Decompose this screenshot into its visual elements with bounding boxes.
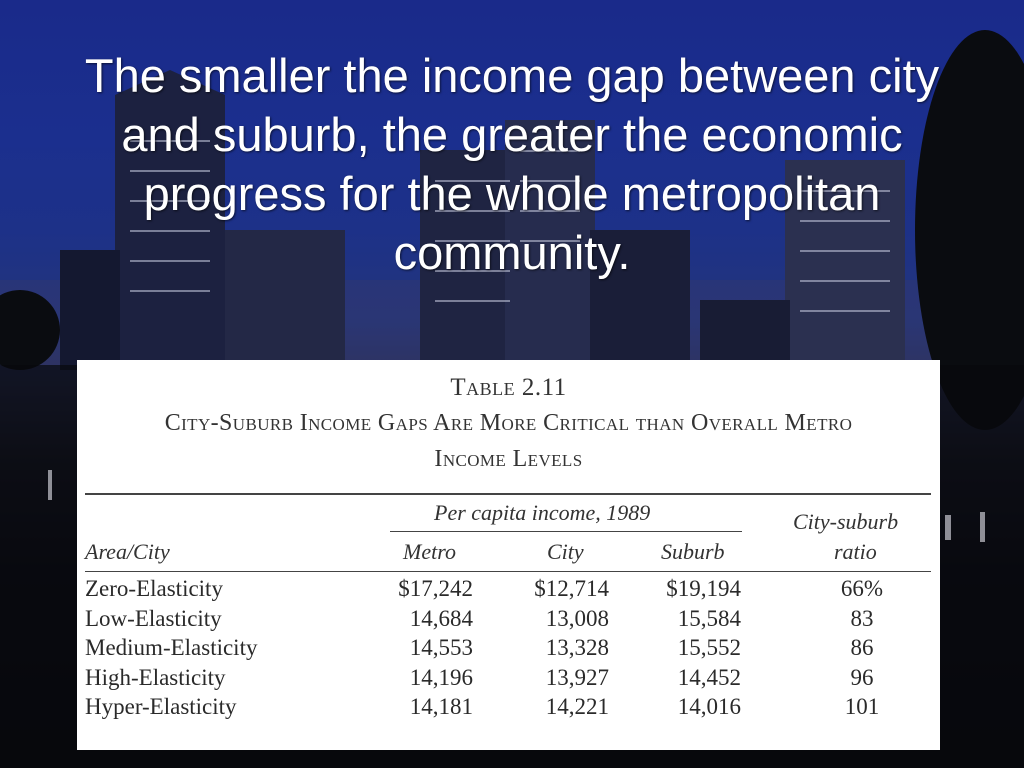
column-header-metro: Metro: [403, 539, 456, 564]
cell-area: Medium-Elasticity: [85, 635, 258, 660]
column-header-suburb: Suburb: [661, 539, 725, 564]
cell-suburb: $19,194: [666, 576, 741, 601]
cell-metro: 14,553: [409, 635, 473, 660]
table-header-rule: [85, 571, 931, 572]
cell-area: Zero-Elasticity: [85, 576, 223, 601]
cell-metro: 14,684: [409, 606, 473, 631]
cell-suburb: 15,584: [677, 606, 741, 631]
cell-city: 13,328: [545, 635, 609, 660]
cell-ratio: 101: [844, 694, 880, 719]
column-header-area: Area/City: [85, 539, 170, 564]
cell-city: 13,008: [545, 606, 609, 631]
group-header: Per capita income, 1989: [434, 500, 651, 525]
ratio-header-line-2: ratio: [834, 539, 877, 564]
cell-metro: 14,181: [409, 694, 473, 719]
group-header-rule: [390, 531, 742, 532]
cell-city: 14,221: [545, 694, 609, 719]
cell-area: High-Elasticity: [85, 665, 226, 690]
table-row: [77, 576, 940, 606]
cell-area: Low-Elasticity: [85, 606, 222, 631]
slide-title: The smaller the income gap between city and suburb, the greater the economic progress for the whole metropolitan community.: [84, 49, 940, 279]
table-number: Table 2.11: [450, 374, 567, 401]
cell-ratio: 86: [850, 635, 874, 660]
cell-suburb: 14,016: [677, 694, 741, 719]
cell-metro: 14,196: [409, 665, 473, 690]
table-image: [77, 360, 940, 750]
table-row: [77, 694, 940, 724]
table-row: [77, 635, 940, 665]
cell-ratio: 66%: [840, 576, 884, 601]
cell-suburb: 15,552: [677, 635, 741, 660]
table-caption-line-2: Income Levels: [434, 446, 583, 472]
table-row: [77, 606, 940, 636]
cell-city: $12,714: [534, 576, 609, 601]
cell-suburb: 14,452: [677, 665, 741, 690]
cell-metro: $17,242: [398, 576, 473, 601]
cell-city: 13,927: [545, 665, 609, 690]
table-row: [77, 665, 940, 695]
ratio-header-line-1: City-suburb: [793, 509, 899, 534]
table-top-rule: [85, 493, 931, 495]
cell-area: Hyper-Elasticity: [85, 694, 237, 719]
cell-ratio: 96: [850, 665, 874, 690]
table-caption-line-1: City-Suburb Income Gaps Are More Critical than Overall Metro: [164, 410, 853, 436]
column-header-city: City: [547, 539, 584, 564]
cell-ratio: 83: [850, 606, 874, 631]
